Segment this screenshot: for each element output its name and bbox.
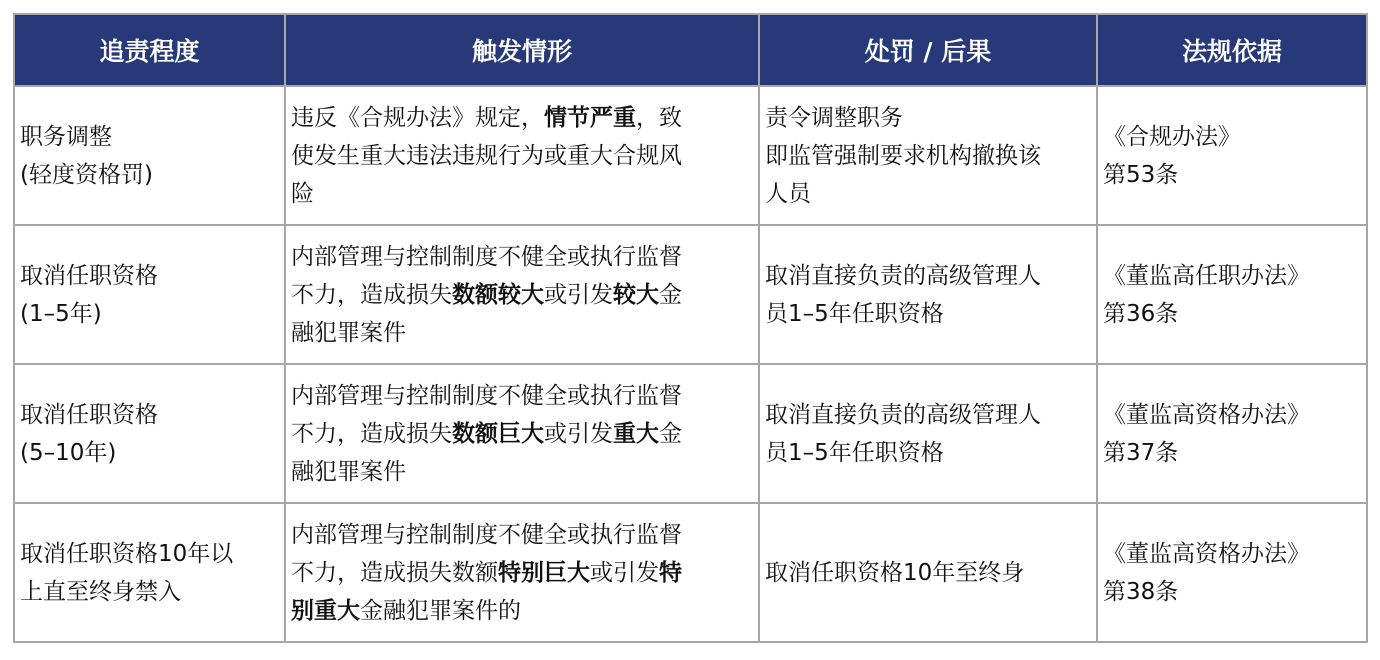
plain-text: 金 bbox=[659, 281, 682, 308]
plain-text: 融犯罪案件 bbox=[291, 319, 406, 346]
cell-trigger bbox=[285, 364, 759, 503]
cell-penalty-line: 人员 bbox=[765, 180, 811, 207]
table-body bbox=[14, 86, 1367, 642]
plain-text: 融犯罪案件 bbox=[291, 458, 406, 485]
header-row bbox=[14, 14, 1367, 86]
table-row bbox=[14, 86, 1367, 225]
cell-trigger bbox=[285, 503, 759, 642]
cell-trigger-line bbox=[291, 453, 753, 491]
cell-level bbox=[14, 225, 285, 364]
header-basis: 法规依据 bbox=[1097, 14, 1367, 86]
cell-basis-line: 第37条 bbox=[1103, 439, 1179, 466]
plain-text: 内部管理与控制制度不健全或执行监督 bbox=[291, 243, 682, 270]
cell-level bbox=[14, 364, 285, 503]
cell-level-line: 上直至终身禁入 bbox=[20, 578, 181, 605]
cell-trigger-line bbox=[291, 415, 753, 453]
cell-basis-line: 《合规办法》 bbox=[1103, 123, 1241, 150]
cell-basis bbox=[1097, 364, 1367, 503]
cell-level-line: (5–10年) bbox=[20, 439, 117, 466]
cell-basis bbox=[1097, 86, 1367, 225]
cell-basis bbox=[1097, 225, 1367, 364]
plain-text: 内部管理与控制制度不健全或执行监督 bbox=[291, 521, 682, 548]
plain-text: ，致 bbox=[636, 104, 682, 131]
table-row bbox=[14, 364, 1367, 503]
cell-penalty-line: 即监管强制要求机构撤换该 bbox=[765, 142, 1041, 169]
cell-trigger-line bbox=[291, 238, 753, 276]
plain-text: 不力，造成损失数额 bbox=[291, 559, 498, 586]
header-trigger: 触发情形 bbox=[285, 14, 759, 86]
cell-penalty bbox=[759, 225, 1097, 364]
cell-penalty-line: 取消直接负责的高级管理人 bbox=[765, 401, 1041, 428]
cell-level-line: 取消任职资格 bbox=[20, 401, 158, 428]
plain-text: 或引发 bbox=[544, 420, 613, 447]
plain-text: 不力，造成损失 bbox=[291, 281, 452, 308]
header-penalty: 处罚 / 后果 bbox=[759, 14, 1097, 86]
cell-penalty bbox=[759, 503, 1097, 642]
cell-trigger bbox=[285, 225, 759, 364]
header-level: 追责程度 bbox=[14, 14, 285, 86]
cell-basis-line: 第53条 bbox=[1103, 161, 1179, 188]
plain-text: 违反《合规办法》规定， bbox=[291, 104, 544, 131]
cell-trigger-line bbox=[291, 137, 753, 175]
cell-penalty bbox=[759, 364, 1097, 503]
emphasis-text: 特别巨大 bbox=[498, 559, 590, 586]
emphasis-text: 特 bbox=[659, 559, 682, 586]
cell-trigger-line bbox=[291, 516, 753, 554]
plain-text: 金 bbox=[659, 420, 682, 447]
cell-trigger-line bbox=[291, 592, 753, 630]
cell-penalty-line: 取消直接负责的高级管理人 bbox=[765, 262, 1041, 289]
cell-penalty-line: 员1–5年任职资格 bbox=[765, 300, 944, 327]
cell-basis-line: 《董监高资格办法》 bbox=[1103, 540, 1310, 567]
cell-trigger-line bbox=[291, 314, 753, 352]
plain-text: 金融犯罪案件的 bbox=[360, 597, 521, 624]
cell-basis-line: 《董监高任职办法》 bbox=[1103, 262, 1310, 289]
plain-text: 内部管理与控制制度不健全或执行监督 bbox=[291, 382, 682, 409]
cell-trigger-line bbox=[291, 276, 753, 314]
cell-trigger-line bbox=[291, 99, 753, 137]
cell-basis-line: 第38条 bbox=[1103, 578, 1179, 605]
emphasis-text: 重大 bbox=[613, 420, 659, 447]
table-row bbox=[14, 503, 1367, 642]
plain-text: 使发生重大违法违规行为或重大合规风 bbox=[291, 142, 682, 169]
plain-text: 不力，造成损失 bbox=[291, 420, 452, 447]
cell-penalty-line: 取消任职资格10年至终身 bbox=[765, 559, 1025, 586]
emphasis-text: 别重大 bbox=[291, 597, 360, 624]
emphasis-text: 数额巨大 bbox=[452, 420, 544, 447]
cell-penalty-line: 员1–5年任职资格 bbox=[765, 439, 944, 466]
cell-level-line: 取消任职资格 bbox=[20, 262, 158, 289]
cell-basis bbox=[1097, 503, 1367, 642]
accountability-table bbox=[13, 13, 1368, 643]
cell-penalty-line: 责令调整职务 bbox=[765, 104, 903, 131]
cell-level-line: 职务调整 bbox=[20, 123, 112, 150]
table-row bbox=[14, 225, 1367, 364]
cell-level-line: (1–5年) bbox=[20, 300, 102, 327]
emphasis-text: 数额较大 bbox=[452, 281, 544, 308]
cell-basis-line: 《董监高资格办法》 bbox=[1103, 401, 1310, 428]
cell-level bbox=[14, 86, 285, 225]
cell-trigger-line bbox=[291, 554, 753, 592]
cell-penalty bbox=[759, 86, 1097, 225]
cell-level bbox=[14, 503, 285, 642]
cell-level-line: (轻度资格罚) bbox=[20, 161, 153, 188]
plain-text: 或引发 bbox=[544, 281, 613, 308]
emphasis-text: 较大 bbox=[613, 281, 659, 308]
plain-text: 或引发 bbox=[590, 559, 659, 586]
cell-trigger bbox=[285, 86, 759, 225]
cell-trigger-line bbox=[291, 175, 753, 213]
cell-basis-line: 第36条 bbox=[1103, 300, 1179, 327]
cell-trigger-line bbox=[291, 377, 753, 415]
cell-level-line: 取消任职资格10年以 bbox=[20, 540, 234, 567]
plain-text: 险 bbox=[291, 180, 314, 207]
emphasis-text: 情节严重 bbox=[544, 104, 636, 131]
